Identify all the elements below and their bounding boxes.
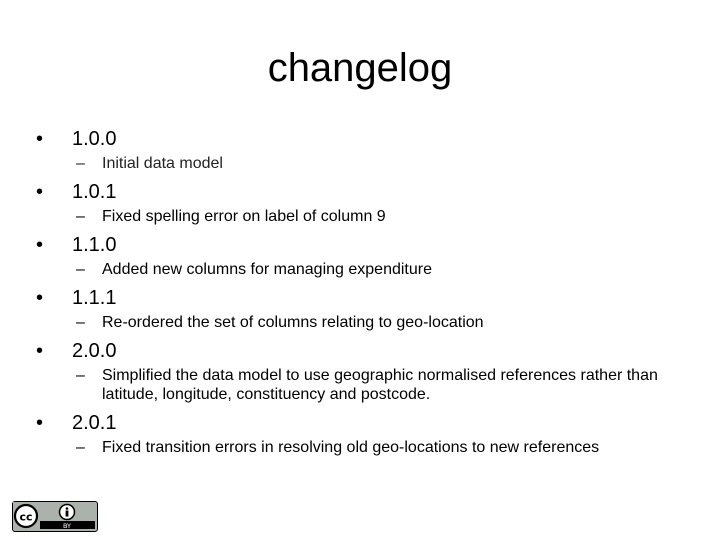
badge-label: BY xyxy=(62,522,72,530)
slide-title: changelog xyxy=(267,46,453,90)
version-description: Simplified the data model to use geographic normalised references rather than latitude, longitude, constituency and postcode. xyxy=(102,367,658,403)
version-description: Added new columns for managing expenditure xyxy=(102,261,432,278)
svg-text:cc: cc xyxy=(19,510,33,524)
version-label: 2.0.0 xyxy=(72,340,117,362)
changelog-entry xyxy=(0,230,720,279)
changelog-entry xyxy=(0,124,720,173)
dash: – xyxy=(76,367,85,384)
bullet: • xyxy=(36,340,44,362)
version-description: Fixed spelling error on label of column 9 xyxy=(102,208,386,225)
bullet: • xyxy=(36,412,44,434)
bullet: • xyxy=(36,287,44,309)
version-label: 1.1.0 xyxy=(72,234,117,256)
dash: – xyxy=(76,314,85,331)
changelog-list xyxy=(0,124,720,461)
version-label: 1.0.1 xyxy=(72,181,117,203)
dash: – xyxy=(76,208,85,225)
version-description: Fixed transition errors in resolving old geo-locations to new references xyxy=(102,439,600,456)
version-label: 2.0.1 xyxy=(72,412,117,434)
bullet: • xyxy=(36,234,44,256)
changelog-entry xyxy=(0,336,720,404)
creative-commons-by-icon xyxy=(13,502,96,530)
changelog-entry xyxy=(0,177,720,226)
dash: – xyxy=(76,261,85,278)
dash: – xyxy=(76,155,85,172)
changelog-entry xyxy=(0,408,720,457)
bullet: • xyxy=(36,181,44,203)
changelog-entry xyxy=(0,283,720,332)
version-description: Initial data model xyxy=(102,155,223,172)
dash: – xyxy=(76,439,85,456)
version-label: 1.1.1 xyxy=(72,287,117,309)
bullet: • xyxy=(36,128,44,150)
creative-commons-by-badge xyxy=(12,501,98,532)
version-description: Re-ordered the set of columns relating to geo-location xyxy=(102,314,484,331)
version-label: 1.0.0 xyxy=(72,128,117,150)
